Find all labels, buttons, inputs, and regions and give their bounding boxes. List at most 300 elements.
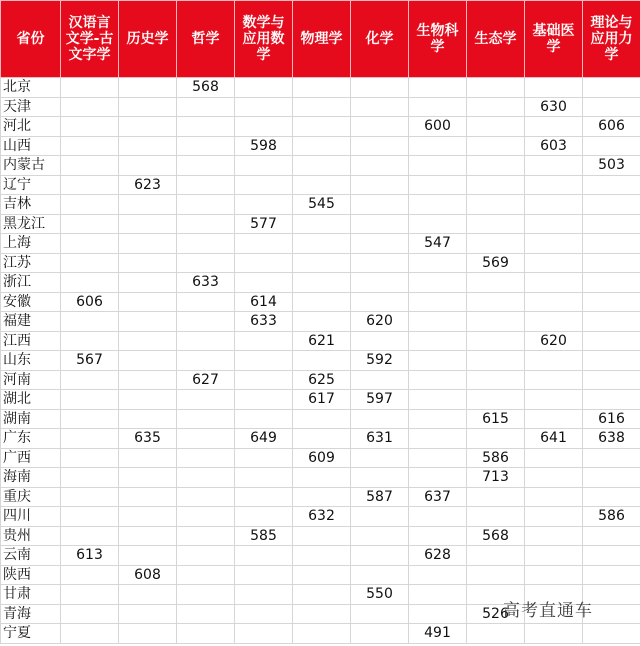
score-cell xyxy=(583,312,640,332)
score-cell xyxy=(467,195,525,215)
score-cell xyxy=(351,97,409,117)
score-cell xyxy=(525,487,583,507)
score-cell xyxy=(119,604,177,624)
score-cell xyxy=(525,156,583,176)
score-cell xyxy=(119,526,177,546)
score-cell xyxy=(293,273,351,293)
score-cell xyxy=(177,565,235,585)
score-cell xyxy=(61,331,119,351)
score-cell xyxy=(351,273,409,293)
score-cell xyxy=(235,97,293,117)
score-cell xyxy=(235,409,293,429)
table-row xyxy=(1,312,640,332)
score-cell: 713 xyxy=(467,468,525,488)
province-cell: 安徽 xyxy=(1,292,61,312)
score-cell xyxy=(467,507,525,527)
province-cell: 河北 xyxy=(1,117,61,137)
score-cell xyxy=(409,156,467,176)
score-cell xyxy=(583,468,640,488)
score-cell xyxy=(525,351,583,371)
score-cell: 616 xyxy=(583,409,640,429)
score-cell: 585 xyxy=(235,526,293,546)
score-cell xyxy=(293,175,351,195)
table-row xyxy=(1,97,640,117)
score-cell xyxy=(235,78,293,98)
score-cell xyxy=(119,253,177,273)
score-cell: 617 xyxy=(293,390,351,410)
score-cell xyxy=(293,565,351,585)
score-cell xyxy=(351,546,409,566)
score-cell xyxy=(467,565,525,585)
score-cell xyxy=(525,175,583,195)
score-cell xyxy=(61,312,119,332)
score-cell: 586 xyxy=(467,448,525,468)
score-cell xyxy=(61,156,119,176)
score-cell xyxy=(119,312,177,332)
province-cell: 江苏 xyxy=(1,253,61,273)
table-row xyxy=(1,526,640,546)
province-cell: 宁夏 xyxy=(1,624,61,644)
score-cell xyxy=(61,234,119,254)
score-cell xyxy=(177,97,235,117)
score-cell xyxy=(525,546,583,566)
score-cell: 615 xyxy=(467,409,525,429)
score-cell xyxy=(351,117,409,137)
score-cell xyxy=(467,78,525,98)
score-cell xyxy=(293,312,351,332)
score-cell xyxy=(61,78,119,98)
score-cell xyxy=(525,78,583,98)
score-cell: 635 xyxy=(119,429,177,449)
score-cell xyxy=(293,292,351,312)
score-cell: 625 xyxy=(293,370,351,390)
score-cell xyxy=(177,312,235,332)
table-row xyxy=(1,429,640,449)
province-cell: 贵州 xyxy=(1,526,61,546)
score-cell: 637 xyxy=(409,487,467,507)
table-row xyxy=(1,351,640,371)
score-cell xyxy=(177,409,235,429)
score-cell xyxy=(293,526,351,546)
score-cell: 569 xyxy=(467,253,525,273)
score-cell xyxy=(235,156,293,176)
score-cell xyxy=(409,97,467,117)
score-cell xyxy=(293,97,351,117)
score-cell xyxy=(351,78,409,98)
score-cell xyxy=(583,351,640,371)
score-cell xyxy=(177,585,235,605)
score-cell xyxy=(525,507,583,527)
score-cell xyxy=(409,273,467,293)
score-cell: 600 xyxy=(409,117,467,137)
score-cell xyxy=(409,448,467,468)
score-cell xyxy=(409,409,467,429)
score-cell: 568 xyxy=(177,78,235,98)
score-cell xyxy=(177,214,235,234)
score-cell xyxy=(235,117,293,137)
score-cell xyxy=(119,507,177,527)
score-cell: 631 xyxy=(351,429,409,449)
province-cell: 河南 xyxy=(1,370,61,390)
score-cell: 526 xyxy=(467,604,525,624)
score-cell: 630 xyxy=(525,97,583,117)
score-cell: 547 xyxy=(409,234,467,254)
score-cell xyxy=(293,156,351,176)
province-cell: 甘肃 xyxy=(1,585,61,605)
score-cell xyxy=(409,292,467,312)
score-cell xyxy=(351,136,409,156)
score-cell xyxy=(61,624,119,644)
score-cell xyxy=(119,331,177,351)
score-cell xyxy=(235,175,293,195)
score-cell: 592 xyxy=(351,351,409,371)
score-cell: 633 xyxy=(177,273,235,293)
score-cell: 633 xyxy=(235,312,293,332)
table-row xyxy=(1,487,640,507)
score-cell xyxy=(61,370,119,390)
score-cell xyxy=(409,175,467,195)
score-cell xyxy=(177,526,235,546)
score-cell: 606 xyxy=(583,117,640,137)
score-cell xyxy=(467,429,525,449)
score-cell xyxy=(583,546,640,566)
province-cell: 重庆 xyxy=(1,487,61,507)
score-cell: 603 xyxy=(525,136,583,156)
score-cell xyxy=(351,604,409,624)
table-row xyxy=(1,409,640,429)
score-cell xyxy=(235,351,293,371)
score-cell xyxy=(583,253,640,273)
score-cell xyxy=(583,565,640,585)
table-row xyxy=(1,292,640,312)
score-cell xyxy=(409,253,467,273)
score-cell xyxy=(177,507,235,527)
score-cell: 609 xyxy=(293,448,351,468)
score-cell xyxy=(61,585,119,605)
score-cell xyxy=(293,487,351,507)
score-cell: 606 xyxy=(61,292,119,312)
table-row xyxy=(1,234,640,254)
score-cell xyxy=(293,136,351,156)
column-header: 基础医学 xyxy=(525,1,583,78)
score-cell xyxy=(293,214,351,234)
score-cell xyxy=(467,370,525,390)
column-header: 理论与应用力学 xyxy=(583,1,640,78)
score-cell xyxy=(119,390,177,410)
score-cell xyxy=(119,487,177,507)
column-header: 生物科学 xyxy=(409,1,467,78)
score-cell xyxy=(409,195,467,215)
score-cell xyxy=(525,234,583,254)
score-cell xyxy=(409,429,467,449)
score-cell: 620 xyxy=(525,331,583,351)
province-cell: 上海 xyxy=(1,234,61,254)
score-cell xyxy=(467,546,525,566)
score-cell xyxy=(351,409,409,429)
score-cell xyxy=(351,526,409,546)
score-cell xyxy=(525,448,583,468)
score-cell xyxy=(177,117,235,137)
table-row xyxy=(1,565,640,585)
score-cell xyxy=(467,214,525,234)
score-cell xyxy=(235,195,293,215)
score-cell xyxy=(293,624,351,644)
score-cell xyxy=(467,292,525,312)
score-cell xyxy=(409,351,467,371)
score-cell xyxy=(61,117,119,137)
score-cell xyxy=(177,136,235,156)
score-cell xyxy=(235,390,293,410)
score-cell xyxy=(293,546,351,566)
score-cell xyxy=(351,253,409,273)
score-cell xyxy=(119,136,177,156)
table-row xyxy=(1,214,640,234)
score-cell xyxy=(351,624,409,644)
score-cell xyxy=(235,448,293,468)
score-cell xyxy=(409,468,467,488)
score-cell xyxy=(177,175,235,195)
score-cell: 598 xyxy=(235,136,293,156)
header-row xyxy=(1,1,640,78)
score-cell: 613 xyxy=(61,546,119,566)
score-cell xyxy=(61,175,119,195)
table-row xyxy=(1,390,640,410)
score-cell xyxy=(177,195,235,215)
score-cell: 491 xyxy=(409,624,467,644)
table-row xyxy=(1,546,640,566)
score-cell xyxy=(525,370,583,390)
column-header: 哲学 xyxy=(177,1,235,78)
table-row xyxy=(1,624,640,644)
table-header xyxy=(1,1,640,78)
score-cell xyxy=(409,312,467,332)
table-row xyxy=(1,370,640,390)
score-cell xyxy=(235,546,293,566)
score-cell xyxy=(61,214,119,234)
province-cell: 吉林 xyxy=(1,195,61,215)
score-cell xyxy=(583,292,640,312)
score-cell xyxy=(583,273,640,293)
score-cell xyxy=(525,624,583,644)
score-cell xyxy=(583,136,640,156)
province-cell: 湖南 xyxy=(1,409,61,429)
score-cell xyxy=(525,565,583,585)
score-cell xyxy=(351,292,409,312)
score-cell xyxy=(409,565,467,585)
province-cell: 辽宁 xyxy=(1,175,61,195)
score-cell xyxy=(235,468,293,488)
province-cell: 山西 xyxy=(1,136,61,156)
score-cell xyxy=(235,273,293,293)
score-cell: 632 xyxy=(293,507,351,527)
score-cell: 641 xyxy=(525,429,583,449)
score-cell xyxy=(409,78,467,98)
score-cell xyxy=(351,175,409,195)
column-header: 省份 xyxy=(1,1,61,78)
score-cell: 568 xyxy=(467,526,525,546)
score-cell xyxy=(119,97,177,117)
score-cell xyxy=(235,507,293,527)
score-cell xyxy=(467,351,525,371)
province-cell: 北京 xyxy=(1,78,61,98)
score-cell xyxy=(467,156,525,176)
score-cell xyxy=(119,214,177,234)
table-row xyxy=(1,507,640,527)
table-row xyxy=(1,273,640,293)
province-cell: 云南 xyxy=(1,546,61,566)
score-cell xyxy=(293,604,351,624)
score-cell xyxy=(235,487,293,507)
score-cell xyxy=(177,156,235,176)
province-cell: 海南 xyxy=(1,468,61,488)
score-cell: 623 xyxy=(119,175,177,195)
score-cell xyxy=(177,604,235,624)
province-cell: 青海 xyxy=(1,604,61,624)
score-cell xyxy=(583,448,640,468)
score-cell xyxy=(119,370,177,390)
score-cell xyxy=(467,136,525,156)
score-cell: 627 xyxy=(177,370,235,390)
score-cell: 620 xyxy=(351,312,409,332)
score-cell xyxy=(119,448,177,468)
score-cell xyxy=(119,351,177,371)
score-cell xyxy=(61,136,119,156)
column-header: 历史学 xyxy=(119,1,177,78)
score-cell xyxy=(293,253,351,273)
score-cell xyxy=(351,468,409,488)
score-cell xyxy=(61,97,119,117)
score-cell xyxy=(235,624,293,644)
province-cell: 内蒙古 xyxy=(1,156,61,176)
score-cell xyxy=(235,604,293,624)
score-cell xyxy=(61,195,119,215)
score-cell xyxy=(119,468,177,488)
table-row xyxy=(1,448,640,468)
table-row xyxy=(1,117,640,137)
table-row xyxy=(1,331,640,351)
score-cell xyxy=(235,585,293,605)
score-cell xyxy=(467,312,525,332)
score-cell xyxy=(583,175,640,195)
score-cell xyxy=(61,526,119,546)
score-cell xyxy=(119,546,177,566)
score-cell xyxy=(177,448,235,468)
score-cell xyxy=(409,390,467,410)
score-cell xyxy=(119,273,177,293)
score-cell: 621 xyxy=(293,331,351,351)
score-cell xyxy=(61,468,119,488)
score-cell xyxy=(119,585,177,605)
score-cell xyxy=(525,468,583,488)
score-cell xyxy=(351,370,409,390)
score-cell xyxy=(177,468,235,488)
score-cell xyxy=(177,234,235,254)
score-cell xyxy=(177,292,235,312)
score-cell xyxy=(235,234,293,254)
province-cell: 黑龙江 xyxy=(1,214,61,234)
score-cell xyxy=(525,409,583,429)
score-cell xyxy=(525,292,583,312)
score-cell xyxy=(177,429,235,449)
province-cell: 广东 xyxy=(1,429,61,449)
score-cell: 586 xyxy=(583,507,640,527)
score-cell: 608 xyxy=(119,565,177,585)
province-cell: 浙江 xyxy=(1,273,61,293)
score-cell xyxy=(467,624,525,644)
score-cell xyxy=(525,526,583,546)
score-cell xyxy=(119,409,177,429)
score-cell xyxy=(293,409,351,429)
score-cell xyxy=(61,273,119,293)
score-cell xyxy=(409,331,467,351)
table-row xyxy=(1,156,640,176)
score-cell xyxy=(409,585,467,605)
score-cell xyxy=(525,273,583,293)
column-header: 物理学 xyxy=(293,1,351,78)
score-cell xyxy=(525,214,583,234)
score-cell xyxy=(119,195,177,215)
score-cell xyxy=(61,448,119,468)
province-cell: 湖北 xyxy=(1,390,61,410)
score-cell xyxy=(119,624,177,644)
table-row xyxy=(1,136,640,156)
score-cell xyxy=(467,234,525,254)
score-cell xyxy=(61,429,119,449)
score-cell xyxy=(583,97,640,117)
score-cell xyxy=(61,604,119,624)
score-cell xyxy=(177,351,235,371)
score-cell xyxy=(351,507,409,527)
score-cell xyxy=(119,78,177,98)
score-cell xyxy=(177,546,235,566)
score-cell xyxy=(583,624,640,644)
score-cell: 587 xyxy=(351,487,409,507)
score-cell xyxy=(293,585,351,605)
score-cell xyxy=(351,195,409,215)
score-cell: 503 xyxy=(583,156,640,176)
province-cell: 福建 xyxy=(1,312,61,332)
score-cell xyxy=(235,565,293,585)
column-header: 汉语言文学-古文字学 xyxy=(61,1,119,78)
score-cell xyxy=(351,448,409,468)
score-cell: 545 xyxy=(293,195,351,215)
table-row xyxy=(1,78,640,98)
score-cell xyxy=(467,175,525,195)
score-cell xyxy=(177,331,235,351)
score-cell xyxy=(177,390,235,410)
score-cell xyxy=(293,78,351,98)
score-cell xyxy=(235,370,293,390)
table-row xyxy=(1,195,640,215)
province-cell: 天津 xyxy=(1,97,61,117)
province-cell: 陕西 xyxy=(1,565,61,585)
score-cell xyxy=(351,214,409,234)
score-cell: 649 xyxy=(235,429,293,449)
score-cell xyxy=(177,253,235,273)
score-cell xyxy=(525,117,583,137)
score-cell xyxy=(409,214,467,234)
score-cell: 567 xyxy=(61,351,119,371)
column-header: 数学与应用数学 xyxy=(235,1,293,78)
score-cell xyxy=(525,253,583,273)
score-cell xyxy=(351,331,409,351)
score-cell xyxy=(119,292,177,312)
score-cell xyxy=(467,487,525,507)
score-cell: 614 xyxy=(235,292,293,312)
score-cell xyxy=(409,136,467,156)
province-cell: 四川 xyxy=(1,507,61,527)
score-cell: 638 xyxy=(583,429,640,449)
